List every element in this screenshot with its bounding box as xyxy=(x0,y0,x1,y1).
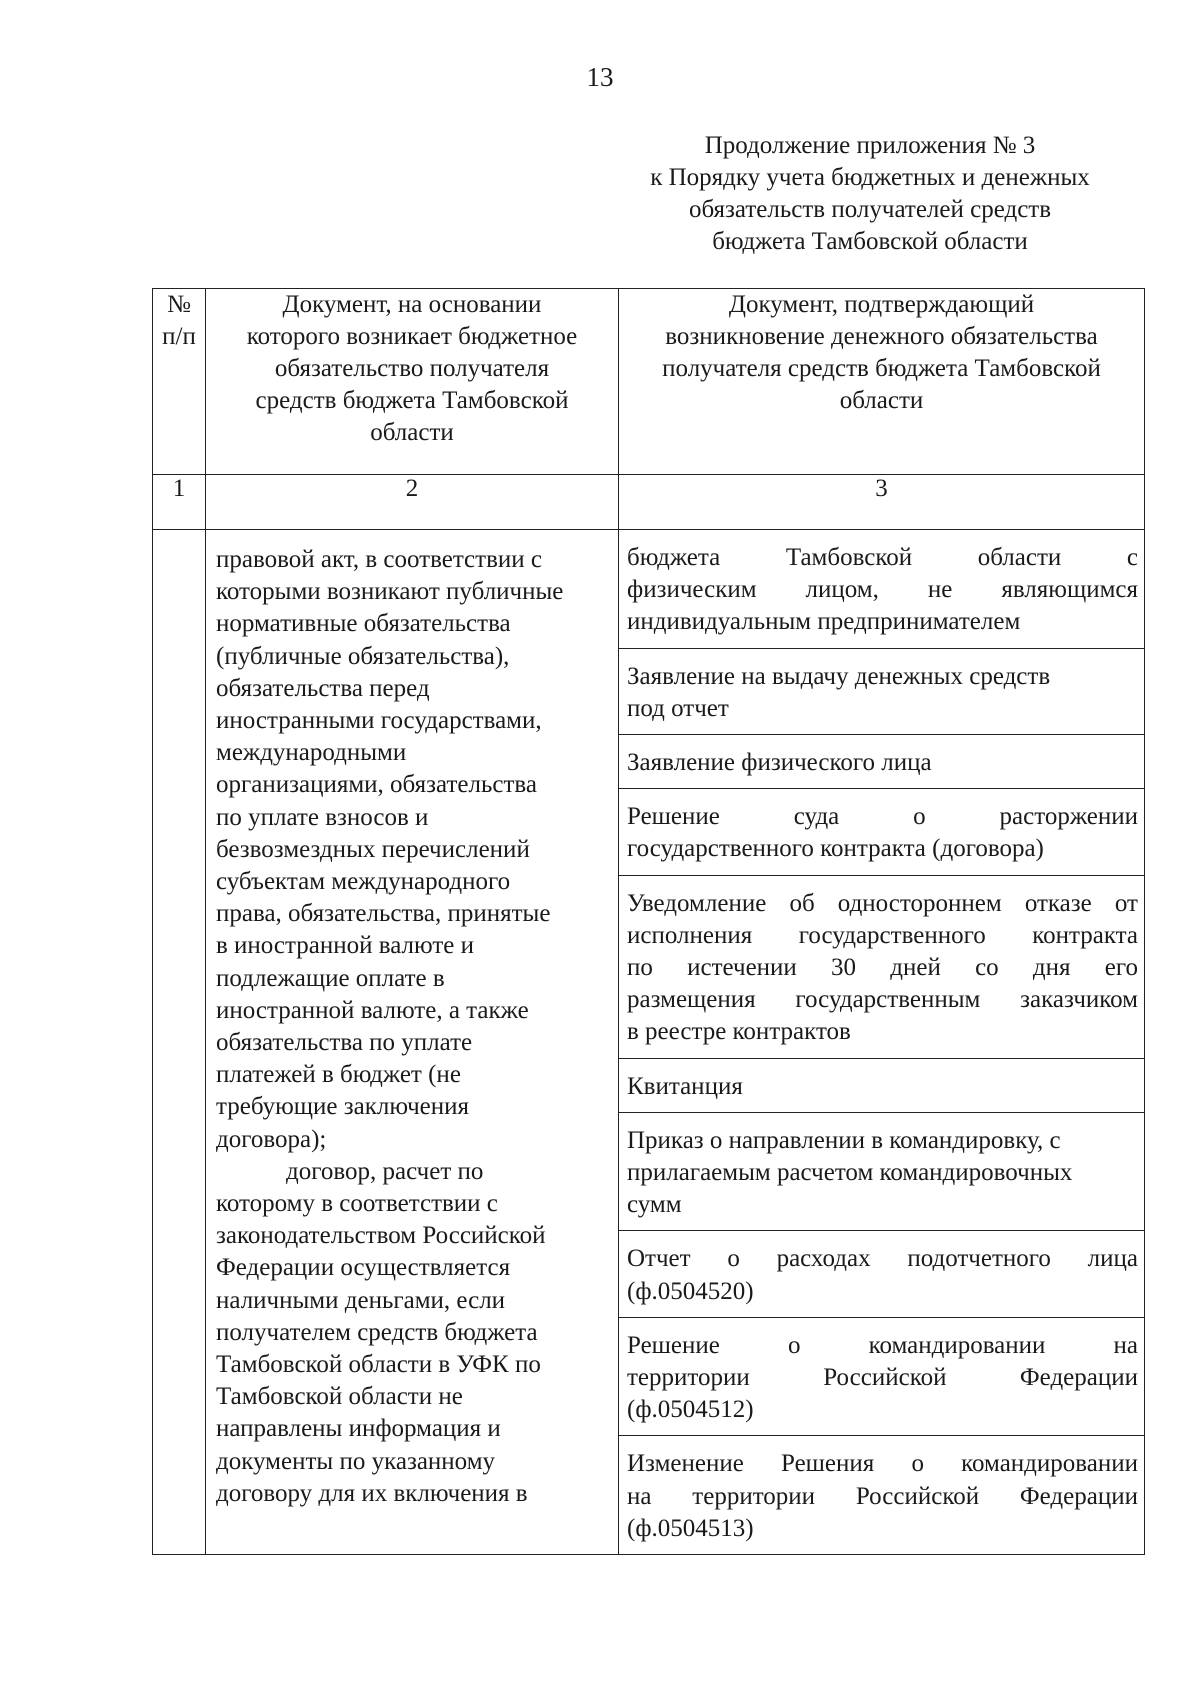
document-item xyxy=(619,1113,1144,1232)
header-line: п/п xyxy=(162,323,196,350)
document-item-line: Заявление физического лица xyxy=(627,749,932,777)
basis-text-line: (публичные обязательства), xyxy=(216,642,510,670)
document-item xyxy=(619,1318,1144,1437)
column-number: 3 xyxy=(619,475,1145,530)
header-line: Документ, на основании xyxy=(282,291,542,318)
basis-text-line: наличными деньгами, если xyxy=(216,1286,506,1314)
header-line: области xyxy=(370,419,454,446)
appendix-header-line: бюджета Тамбовской области xyxy=(712,228,1028,255)
basis-text-line: правовой акт, в соответствии с xyxy=(216,546,542,573)
document-item-line: исполнения государственного контракта xyxy=(627,921,1138,949)
basis-text-line: права, обязательства, принятые xyxy=(216,900,551,928)
document-item-line: государственного контракта (договора) xyxy=(627,835,1044,863)
document-item-line: физическим лицом, не являющимся xyxy=(627,576,1138,604)
appendix-header-line: к Порядку учета бюджетных и денежных xyxy=(650,164,1090,191)
confirming-documents-cell xyxy=(619,530,1145,1555)
document-item-line: Отчет о расходах подотчетного лица xyxy=(627,1245,1138,1273)
header-line: Документ, подтверждающий xyxy=(728,291,1035,318)
document-item-line: Квитанция xyxy=(627,1072,743,1100)
basis-text-line: договору для их включения в xyxy=(216,1479,528,1507)
page-number: 13 xyxy=(586,62,614,92)
document-item xyxy=(619,789,1144,875)
basis-text-line: Тамбовской области не xyxy=(216,1383,463,1411)
document-item-line: по истечении 30 дней со дня его xyxy=(627,954,1138,982)
document-item-line: в реестре контрактов xyxy=(627,1018,851,1046)
document-item xyxy=(619,649,1144,735)
document-item-line: (ф.0504512) xyxy=(627,1396,754,1424)
basis-text-line: Тамбовской области в УФК по xyxy=(216,1351,541,1379)
header-line: средств бюджета Тамбовской xyxy=(255,387,569,414)
basis-text-line: подлежащие оплате в xyxy=(216,964,445,992)
document-item-line: Решение о командировании на xyxy=(627,1331,1138,1359)
basis-text-line: субъектам международного xyxy=(216,868,511,896)
document-item-line: на территории Российской Федерации xyxy=(627,1482,1138,1510)
column-number: 2 xyxy=(206,475,619,530)
row-number-cell xyxy=(153,530,206,1555)
header-line: получателя средств бюджета Тамбовской xyxy=(662,355,1101,382)
basis-text-line: организациями, обязательства xyxy=(216,771,537,799)
basis-text-line: законодательством Российской xyxy=(216,1222,546,1250)
header-line: № xyxy=(167,291,191,318)
document-item-line: прилагаемым расчетом командировочных xyxy=(627,1159,1073,1187)
document-item-line: Приказ о направлении в командировку, с xyxy=(627,1126,1061,1154)
document-item xyxy=(619,735,1144,789)
basis-text-line: иностранной валюте, а также xyxy=(216,996,529,1024)
basis-text-line: требующие заключения xyxy=(216,1093,469,1121)
document-item-line: бюджета Тамбовской области с xyxy=(627,544,1138,571)
document-item-line: под отчет xyxy=(627,694,729,722)
appendix-header-line: обязательств получателей средств xyxy=(688,196,1052,223)
basis-text-line: договора); xyxy=(216,1125,327,1153)
table-header-row xyxy=(153,289,1145,475)
column-number: 1 xyxy=(153,475,206,530)
document-item xyxy=(619,876,1144,1059)
document-item-line: Уведомление об одностороннем отказе от xyxy=(627,889,1138,917)
basis-text-line: платежей в бюджет (не xyxy=(216,1061,461,1089)
basis-text-line: международными xyxy=(216,739,407,767)
basis-text-line: которыми возникают публичные xyxy=(216,578,564,606)
obligations-table xyxy=(152,288,1145,1555)
document-item xyxy=(619,1231,1144,1317)
header-confirming-document xyxy=(619,289,1145,475)
header-line: возникновение денежного обязательства xyxy=(665,323,1098,350)
document-item xyxy=(619,530,1144,649)
basis-text-line: направлены информация и xyxy=(216,1415,501,1443)
header-line: которого возникает бюджетное xyxy=(246,323,578,350)
header-line: обязательство получателя xyxy=(274,355,550,382)
basis-text-line: нормативные обязательства xyxy=(216,610,511,638)
basis-text-line: получателем средств бюджета xyxy=(216,1318,538,1346)
basis-text-line: обязательства перед xyxy=(216,674,430,702)
table-row xyxy=(153,530,1145,1555)
header-basis-document xyxy=(206,289,619,475)
document-item-line: (ф.0504520) xyxy=(627,1277,754,1305)
document-item xyxy=(619,1436,1144,1554)
basis-document-cell xyxy=(206,530,619,1555)
header-line: области xyxy=(839,387,924,414)
basis-text-line: в иностранной валюте и xyxy=(216,932,475,960)
document-item-line: (ф.0504513) xyxy=(627,1514,754,1542)
document-item-line: сумм xyxy=(627,1191,682,1219)
basis-text-line: по уплате взносов и xyxy=(216,803,429,831)
header-number xyxy=(153,289,206,475)
basis-text-line: документы по указанному xyxy=(216,1447,496,1475)
document-item-line: размещения государственным заказчиком xyxy=(627,986,1138,1014)
basis-text-line: которому в соответствии с xyxy=(216,1190,498,1218)
basis-text-line: Федерации осуществляется xyxy=(216,1254,511,1282)
basis-text-line: безвозмездных перечислений xyxy=(216,835,530,863)
appendix-header-line: Продолжение приложения № 3 xyxy=(704,132,1036,159)
basis-text-line: договор, расчет по xyxy=(286,1157,484,1185)
basis-text-line: обязательства по уплате xyxy=(216,1029,473,1057)
document-item-line: территории Российской Федерации xyxy=(627,1364,1138,1392)
document-item-line: Изменение Решения о командировании xyxy=(627,1450,1138,1478)
document-item-line: Решение суда о расторжении xyxy=(627,803,1138,831)
basis-text-line: иностранными государствами, xyxy=(216,707,542,735)
document-item xyxy=(619,1059,1144,1113)
document-item-line: индивидуальным предпринимателем xyxy=(627,608,1021,636)
document-item-line: Заявление на выдачу денежных средств xyxy=(627,662,1051,690)
column-number-row xyxy=(153,475,1145,530)
appendix-header xyxy=(610,130,1130,258)
